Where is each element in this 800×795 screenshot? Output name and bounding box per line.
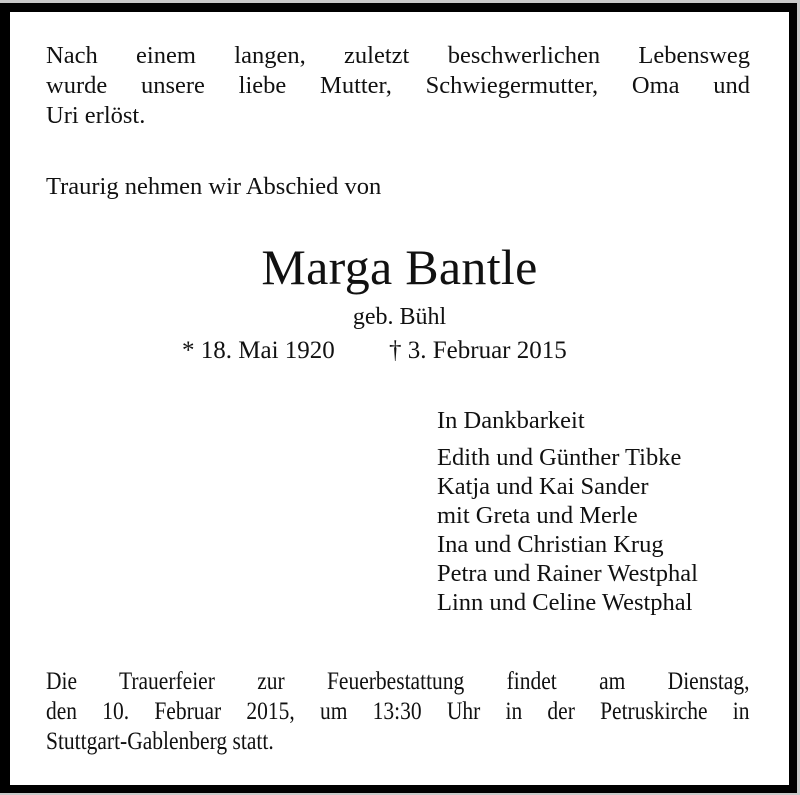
service-announcement (46, 667, 750, 757)
mourner-entry: Katja und Kai Sander (437, 473, 649, 500)
farewell-text: Traurig nehmen wir Abschied von (46, 173, 382, 200)
mourner-entry: Ina und Christian Krug (437, 531, 664, 558)
birth-date: * 18. Mai 1920 (182, 337, 335, 364)
obituary-border (0, 3, 797, 793)
deceased-name: Marga Bantle (261, 239, 538, 295)
intro-line: Nach einem langen, zuletzt beschwerlichen Lebensweg (46, 42, 750, 69)
service-line: den 10. Februar 2015, um 13:30 Uhr in der Petruskirche in (46, 698, 750, 725)
mourners-list (437, 406, 698, 617)
death-date: † 3. Februar 2015 (389, 337, 567, 364)
service-line: Stuttgart-Gablenberg statt. (46, 728, 274, 755)
intro-line: wurde unsere liebe Mutter, Schwiegermutter, Oma und (46, 72, 750, 99)
service-line: Die Trauerfeier zur Feuerbestattung findet am Dienstag, (46, 668, 750, 695)
mourner-entry: Edith und Günther Tibke (437, 444, 682, 471)
mourner-entry: Petra und Rainer Westphal (437, 560, 698, 587)
intro-paragraph (46, 41, 750, 131)
mourner-entry: mit Greta und Merle (437, 502, 638, 529)
maiden-name: geb. Bühl (352, 304, 447, 330)
intro-line: Uri erlöst. (46, 102, 146, 129)
mourner-entry: Linn und Celine Westphal (437, 589, 693, 616)
obituary-notice (10, 12, 789, 785)
mourners-heading: In Dankbarkeit (437, 407, 585, 434)
